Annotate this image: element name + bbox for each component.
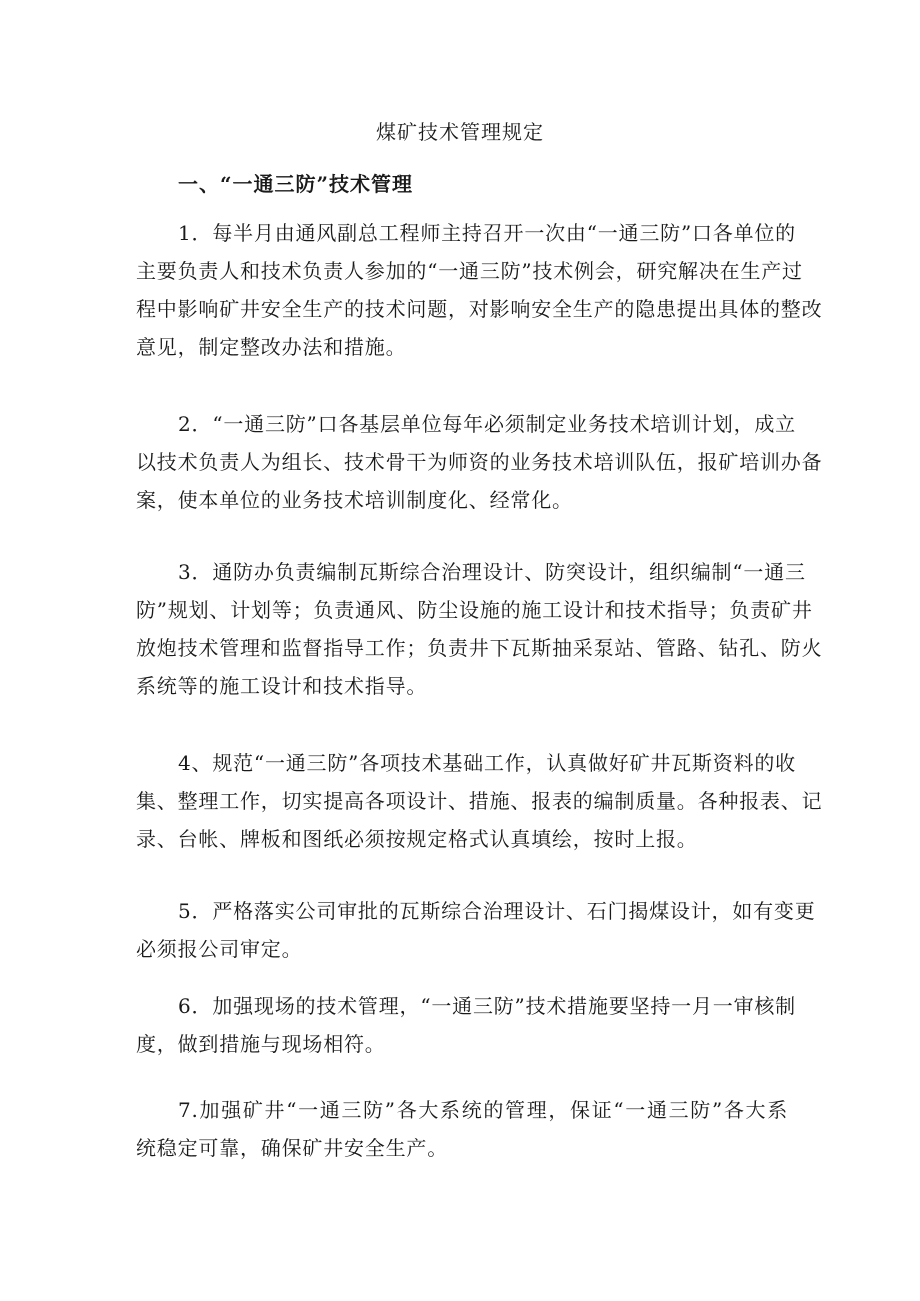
paragraph-line: 案，使本单位的业务技术培训制度化、经常化。 [136, 488, 573, 512]
paragraph-6 [136, 987, 796, 1063]
paragraph-1 [136, 214, 823, 366]
paragraph-line: 录、台帐、牌板和图纸必须按规定格式认真填绘，按时上报。 [136, 827, 698, 851]
paragraph-line: 集、整理工作，切实提高各项设计、措施、报表的编制质量。各种报表、记 [136, 789, 823, 813]
paragraph-line: 防”规划、计划等；负责通风、防尘设施的施工设计和技术指导；负责矿井 [136, 598, 813, 622]
paragraph-3 [136, 553, 823, 705]
paragraph-line: 3．通防办负责编制瓦斯综合治理设计、防突设计，组织编制“一通三 [178, 560, 806, 584]
paragraph-line: 7.加强矿井“一通三防”各大系统的管理，保证“一通三防”各大系 [178, 1098, 788, 1122]
paragraph-line: 4、规范“一通三防”各项技术基础工作，认真做好矿井瓦斯资料的收 [178, 751, 796, 775]
paragraph-line: 意见，制定整改办法和措施。 [136, 335, 407, 359]
paragraph-line: 1．每半月由通风副总工程师主持召开一次由“一通三防”口各单位的 [178, 221, 796, 245]
paragraph-line: 程中影响矿井安全生产的技术问题，对影响安全生产的隐患提出具体的整改 [136, 297, 823, 321]
paragraph-2 [136, 405, 823, 519]
paragraph-line: 5．严格落实公司审批的瓦斯综合治理设计、石门揭煤设计，如有变更 [178, 899, 816, 923]
section-heading: 一、“一通三防”技术管理 [178, 172, 414, 196]
paragraph-4 [136, 744, 823, 858]
paragraph-line: 以技术负责人为组长、技术骨干为师资的业务技术培训队伍，报矿培训办备 [136, 450, 823, 474]
paragraph-5 [136, 892, 816, 968]
paragraph-line: 系统等的施工设计和技术指导。 [136, 674, 428, 698]
paragraph-line: 6．加强现场的技术管理，“一通三防”技术措施要坚持一月一审核制 [178, 994, 796, 1018]
paragraph-line: 必须报公司审定。 [136, 937, 303, 961]
document-title: 煤矿技术管理规定 [376, 120, 544, 144]
paragraph-line: 度，做到措施与现场相符。 [136, 1032, 386, 1056]
paragraph-line: 放炮技术管理和监督指导工作；负责井下瓦斯抽采泵站、管路、钻孔、防火 [136, 636, 823, 660]
paragraph-line: 统稳定可靠，确保矿井安全生产。 [136, 1136, 448, 1160]
paragraph-7 [136, 1091, 788, 1167]
paragraph-line: 2．“一通三防”口各基层单位每年必须制定业务技术培训计划，成立 [178, 412, 796, 436]
paragraph-line: 主要负责人和技术负责人参加的“一通三防”技术例会，研究解决在生产过 [136, 259, 803, 283]
